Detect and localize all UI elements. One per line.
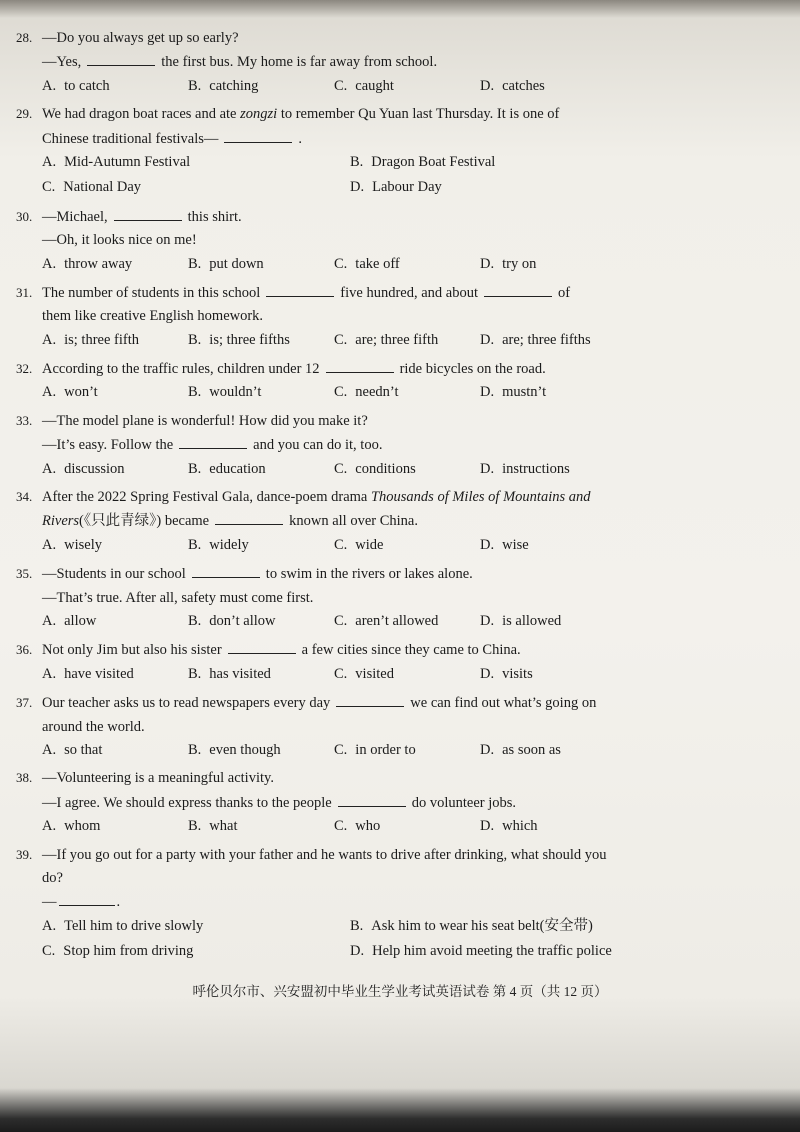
question-number: 39.: [16, 846, 33, 862]
question-text: According to the traffic rules, children under 12: [42, 361, 320, 378]
options-grid: [16, 154, 776, 197]
photo-top-shadow: [0, 0, 800, 18]
option-b: B. is; three fifths: [188, 331, 290, 348]
question-29: 29. We had dragon boat races and ate zongzi to remember Qu Yuan last Thursday. It is one of Chinese traditional festivals— . A. Mid-Autumn Festival B. Dragon Boat Festival C. National Day D. Labour Day: [16, 106, 776, 197]
option-b: B. widely: [188, 536, 249, 553]
option-b: B. education: [188, 460, 266, 477]
question-number: 29.: [16, 106, 33, 122]
question-36: [16, 641, 776, 683]
option-d: D. catches: [480, 77, 545, 94]
option-c: C. who: [334, 818, 381, 835]
question-text: this shirt.: [187, 208, 242, 225]
question-number: 34.: [16, 489, 33, 505]
answer-blank: [215, 512, 283, 525]
option-a: A. discussion: [42, 460, 125, 477]
option-d: D. Help him avoid meeting the traffic police: [350, 943, 612, 960]
question-text: —: [42, 894, 57, 911]
question-28: [16, 30, 776, 95]
option-d: D. are; three fifths: [480, 331, 591, 348]
question-text: to remember Qu Yuan last Thursday. It is one of: [280, 106, 560, 123]
option-a: A. Mid-Autumn Festival: [42, 153, 191, 170]
option-c: C. National Day: [42, 179, 142, 196]
option-a: A. is; three fifth: [42, 331, 140, 348]
options-row: [16, 742, 776, 759]
question-line: —If you go out for a party with your father and he wants to drive after drinking, what should you: [42, 846, 607, 863]
options-row: [16, 537, 776, 554]
page-footer: 呼伦贝尔市、兴安盟初中毕业生学业考试英语试卷 第 4 页（共 12 页）: [192, 984, 608, 999]
work-title: Rivers: [42, 513, 80, 530]
option-b: B. catching: [188, 77, 259, 94]
question-text: and you can do it, too.: [253, 437, 383, 454]
question-number: 30.: [16, 208, 33, 224]
answer-blank: [59, 893, 115, 906]
question-text: Not only Jim but also his sister: [42, 642, 222, 659]
question-number: 38.: [16, 770, 33, 786]
question-30: [16, 208, 776, 273]
question-number: 32.: [16, 361, 33, 377]
question-39: 39. —If you go out for a party with your father and he wants to drive after drinking, what should you do? — . A. Tell him to drive slowly B. Ask him to wear his seat belt(安全带) C. Stop him from driving D. Help him avoid meeting the traffic police: [16, 847, 776, 961]
question-text: Our teacher asks us to read newspapers every day: [42, 695, 331, 712]
options-row: [16, 613, 776, 630]
question-text: to swim in the rivers or lakes alone.: [265, 566, 473, 583]
question-list: [16, 30, 776, 971]
question-text: five hundred, and about: [340, 284, 478, 301]
question-text: —Yes,: [42, 54, 82, 71]
answer-blank: [192, 565, 260, 578]
option-a: A. to catch: [42, 77, 110, 94]
options-row: [16, 332, 776, 349]
option-d: D. Labour Day: [350, 179, 442, 196]
question-text: —I agree. We should express thanks to the people: [42, 794, 332, 811]
answer-blank: [179, 436, 247, 449]
option-d: D. visits: [480, 665, 533, 682]
question-line: —The model plane is wonderful! How did you make it?: [42, 412, 368, 429]
question-text: After the 2022 Spring Festival Gala, dance-poem drama: [42, 489, 368, 506]
option-a: A. Tell him to drive slowly: [42, 917, 204, 934]
option-c: C. visited: [334, 665, 394, 682]
option-a: A. allow: [42, 612, 97, 629]
option-a: A. throw away: [42, 255, 133, 272]
question-text: —Students in our school: [42, 566, 186, 583]
options-row: [16, 256, 776, 273]
question-line: —Do you always get up so early?: [42, 30, 239, 46]
option-d: D. mustn’t: [480, 384, 547, 401]
option-b: B. Dragon Boat Festival: [350, 153, 496, 170]
option-d: D. instructions: [480, 460, 570, 477]
option-d: D. try on: [480, 255, 537, 272]
question-number: 37.: [16, 695, 33, 711]
option-c: C. Stop him from driving: [42, 943, 194, 960]
question-text: do volunteer jobs.: [411, 794, 517, 811]
option-d: D. which: [480, 818, 538, 835]
answer-blank: [326, 360, 394, 373]
option-c: C. needn’t: [334, 384, 399, 401]
question-text: became: [164, 513, 210, 530]
option-b: B. Ask him to wear his seat belt(安全带): [350, 917, 593, 934]
answer-blank: [87, 53, 155, 66]
options-row: [16, 666, 776, 683]
question-31: [16, 284, 776, 349]
options-grid: [16, 918, 776, 961]
option-a: A. whom: [42, 818, 101, 835]
options-row: [16, 818, 776, 835]
option-c: C. caught: [334, 77, 394, 94]
work-title: Thousands of Miles of Mountains and: [370, 489, 591, 506]
question-35: [16, 565, 776, 630]
question-text: known all over China.: [289, 513, 418, 530]
option-c: C. conditions: [334, 460, 416, 477]
question-number: 28.: [16, 30, 33, 45]
question-text: we can find out what’s going on: [410, 695, 597, 712]
answer-blank: [484, 284, 552, 297]
question-text: —It’s easy. Follow the: [42, 437, 174, 454]
options-row: [16, 461, 776, 478]
option-b: B. has visited: [188, 665, 271, 682]
option-b: B. put down: [188, 255, 264, 272]
question-text: a few cities since they came to China.: [301, 642, 521, 659]
question-number: 31.: [16, 284, 33, 300]
option-a: A. have visited: [42, 665, 134, 682]
question-number: 36.: [16, 642, 33, 658]
photo-bottom-shadow: [0, 1088, 800, 1132]
option-b: B. don’t allow: [188, 612, 276, 629]
answer-blank: [266, 284, 334, 297]
question-text: of: [558, 284, 571, 301]
option-b: B. even though: [188, 741, 281, 758]
question-37: [16, 694, 776, 759]
answer-blank: [338, 794, 406, 807]
question-38: [16, 770, 776, 835]
options-row: [16, 384, 776, 401]
option-b: B. wouldn’t: [188, 384, 262, 401]
chinese-title: (《只此青绿》): [79, 513, 162, 530]
question-number: 35.: [16, 566, 33, 582]
question-line: —Volunteering is a meaningful activity.: [42, 770, 274, 787]
option-a: A. so that: [42, 741, 103, 758]
answer-blank: [114, 208, 182, 221]
question-text: —Michael,: [42, 208, 108, 225]
option-b: B. what: [188, 818, 238, 835]
option-d: D. is allowed: [480, 612, 562, 629]
question-line: around the world.: [42, 718, 145, 735]
question-34: [16, 489, 776, 554]
question-text: We had dragon boat races and ate: [42, 106, 237, 123]
option-c: C. in order to: [334, 741, 416, 758]
option-c: C. are; three fifth: [334, 331, 439, 348]
answer-blank: [336, 694, 404, 707]
answer-blank: [228, 641, 296, 654]
options-row: [16, 78, 776, 95]
question-text: The number of students in this school: [42, 284, 261, 301]
question-line: them like creative English homework.: [42, 308, 264, 325]
question-line: —That’s true. After all, safety must come first.: [42, 589, 314, 606]
question-text: ride bicycles on the road.: [399, 361, 546, 378]
question-line: do?: [42, 869, 63, 886]
option-d: D. wise: [480, 536, 529, 553]
option-c: C. aren’t allowed: [334, 612, 439, 629]
option-c: C. wide: [334, 536, 384, 553]
option-a: A. won’t: [42, 384, 98, 401]
question-number: 33.: [16, 412, 33, 428]
question-33: [16, 413, 776, 478]
question-text-italic: zongzi: [240, 106, 278, 123]
option-c: C. take off: [334, 255, 400, 272]
question-line: —Oh, it looks nice on me!: [42, 232, 197, 249]
option-a: A. wisely: [42, 536, 102, 553]
question-32: [16, 360, 776, 402]
answer-blank: [224, 130, 292, 143]
question-text: the first bus. My home is far away from school.: [161, 54, 438, 71]
question-text: Chinese traditional festivals—: [42, 130, 219, 147]
option-d: D. as soon as: [480, 741, 561, 758]
